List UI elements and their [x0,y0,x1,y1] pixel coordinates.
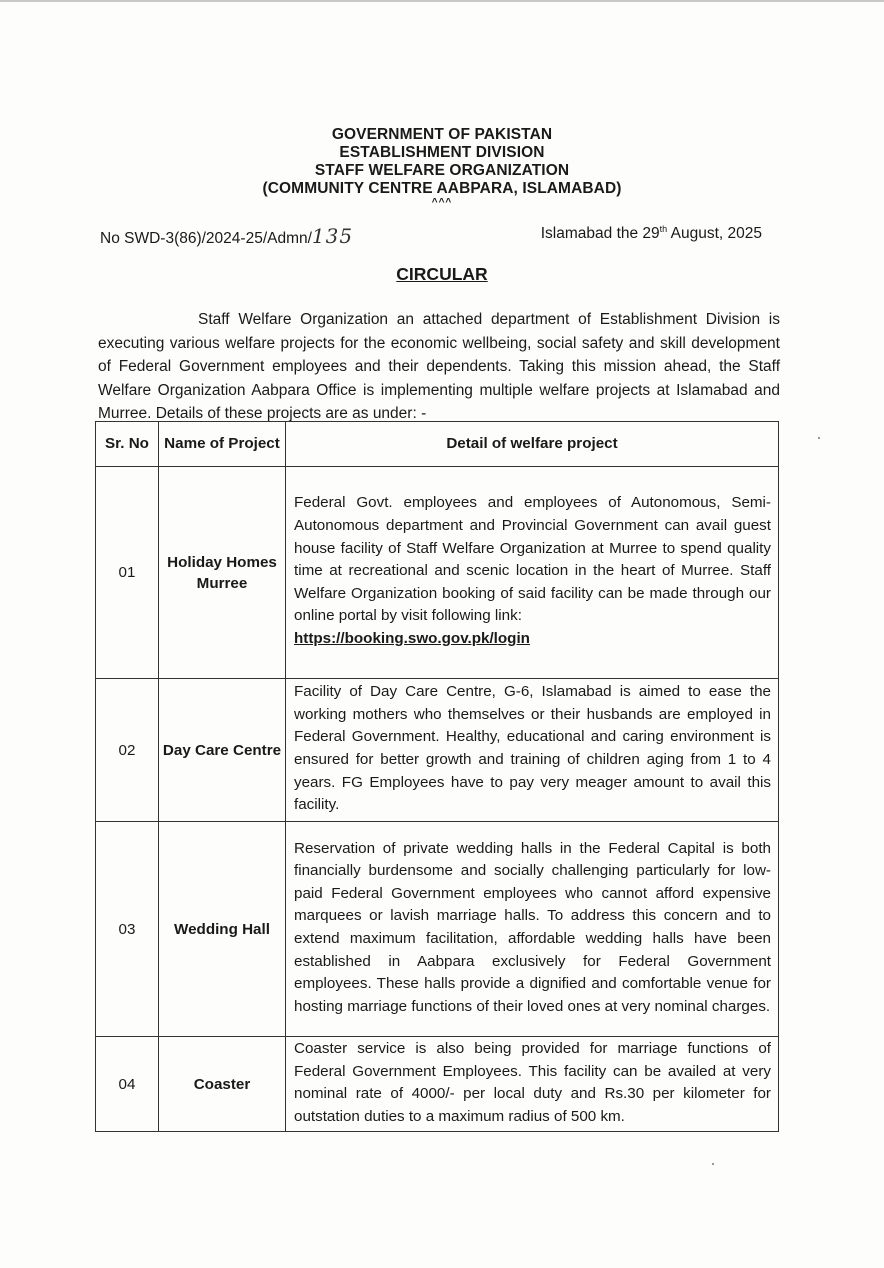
reference-number [100,224,353,248]
header-project-name: Name of Project [159,422,286,467]
reference-number-handwritten: 135 [311,224,354,248]
scan-top-edge [0,0,884,2]
letterhead-line-address: (COMMUNITY CENTRE AABPARA, ISLAMABAD) [262,180,622,197]
row-sr-no: 03 [96,822,159,1037]
table-row [96,1037,779,1132]
booking-portal-link[interactable]: https://booking.swo.gov.pk/login [294,629,530,647]
row-sr-no: 04 [96,1037,159,1132]
scan-speck [712,1163,714,1165]
row-project-detail [286,467,779,679]
welfare-projects-table [95,421,779,1132]
issue-date [541,224,762,243]
letterhead-separator-mark: ^^^ [431,197,453,208]
header-sr-no: Sr. No [96,422,159,467]
document-title: CIRCULAR [396,264,488,284]
table-row [96,822,779,1037]
row-project-detail: Reservation of private wedding halls in the Federal Capital is both financially burdensome and socially challenging particularly for low-paid Federal Government employees who cannot afford expensive marquees or lavish marriage halls. To address this concern and to extend maximum facilitation, affordable wedding halls have been established in Aabpara exclusively for Federal Government employees. These halls provide a dignified and comfortable venue for hosting marriage functions of their loved ones at very nominal charges. [286,822,779,1037]
row-project-name: Coaster [159,1037,286,1132]
letterhead-line-division: ESTABLISHMENT DIVISION [339,144,545,161]
row-project-name: Day Care Centre [159,679,286,822]
row-project-name: Holiday Homes Murree [159,467,286,679]
letterhead-line-organization: STAFF WELFARE ORGANIZATION [314,162,570,179]
intro-paragraph: Staff Welfare Organization an attached department of Establishment Division is executing various welfare projects for the economic wellbeing, social safety and skill development of Federal Government employees and their dependents. Taking this mission ahead, the Staff Welfare Organization Aabpara Office is implementing multiple welfare projects at Islamabad and Murree. Details of these projects are as under: - [98,311,780,422]
letterhead-line-government: GOVERNMENT OF PAKISTAN [331,126,553,143]
row-sr-no: 02 [96,679,159,822]
table-row [96,679,779,822]
letterhead [0,126,884,208]
reference-number-prefix: No SWD-3(86)/2024-25/Admn/ [100,230,312,247]
table-row [96,467,779,679]
row-project-detail: Coaster service is also being provided for marriage functions of Federal Government Employees. This facility can be availed at very nominal rate of 4000/- per local duty and Rs.30 per kilometer for outstation duties to a maximum radius of 500 km. [286,1037,779,1132]
issue-date-prefix: Islamabad the 29 [540,225,660,243]
issue-date-ordinal: th [659,224,668,234]
row-project-name: Wedding Hall [159,822,286,1037]
table-header-row [96,422,779,467]
row-sr-no: 01 [96,467,159,679]
scan-speck [818,437,820,439]
row-detail-text: Federal Govt. employees and employees of Autonomous, Semi-Autonomous department and Provincial Government can avail guest house facility of Staff Welfare Organization at Murree to spend quality time at recreational and scenic location in the heart of Murree. Staff Welfare Organization booking of said facility can be made through our online portal by visit following link: [294,494,771,625]
row-project-detail: Facility of Day Care Centre, G-6, Islamabad is aimed to ease the working mothers who themselves or their husbands are employed in Federal Government. Healthy, educational and caring environment is ensured for better growth and training of children aging from 1 to 4 years. FG Employees have to pay very meager amount to avail this facility. [286,679,779,822]
header-project-detail: Detail of welfare project [286,422,779,467]
issue-date-rest: August, 2025 [667,225,762,243]
